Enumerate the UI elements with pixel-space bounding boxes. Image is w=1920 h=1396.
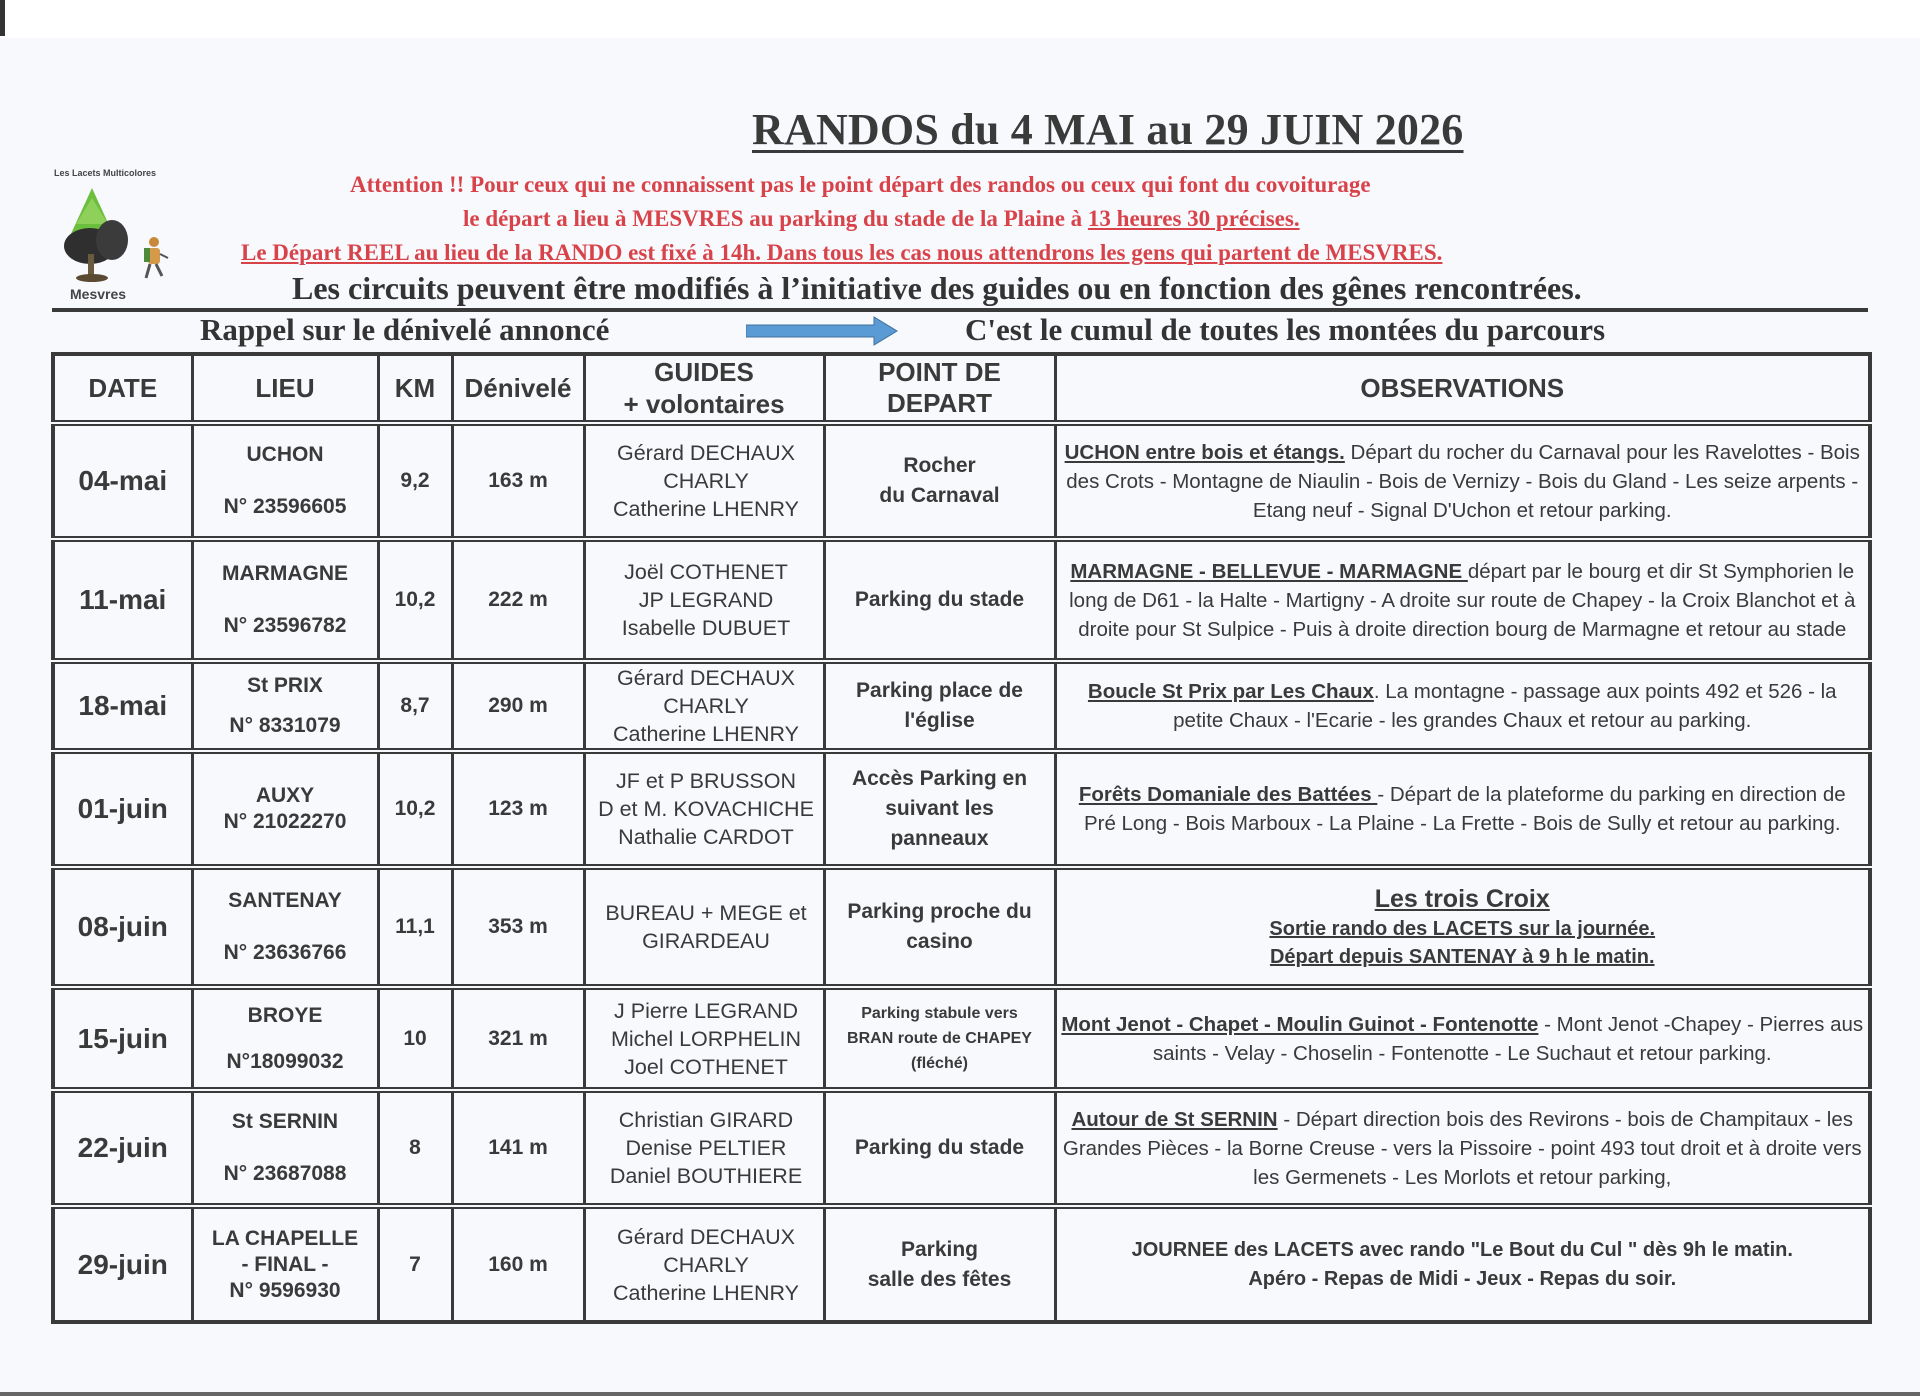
depart-line: Parking du stade (854, 588, 1025, 611)
notice-line-3: Le Départ REEL au lieu de la RANDO est fixé à 14h. Dans tous les cas nous attendrons les gens qui partent de MESVRES. (241, 240, 1443, 265)
event-program: Apéro - Repas de Midi - Jeux - Repas du soir. (1248, 1267, 1677, 1290)
route-title: UCHON entre bois et étangs. (1064, 440, 1345, 464)
guide-name: Michel LORPHELIN (611, 1026, 801, 1051)
guide-name: Gérard DECHAUX (616, 666, 795, 690)
table-row (53, 1090, 1870, 1206)
lieu-name: BROYE (247, 1003, 323, 1027)
cell-observations (1055, 539, 1870, 661)
cell-observations (1055, 1090, 1870, 1206)
lieu-number: N° 8331079 (229, 714, 341, 737)
table-row (53, 423, 1870, 539)
cell-km: 8,7 (378, 661, 452, 751)
cell-point-depart (824, 1206, 1055, 1322)
col-header-denivele: Dénivelé (452, 354, 584, 423)
lieu-name: MARMAGNE (222, 562, 348, 585)
cell-lieu (192, 1206, 378, 1322)
guide-name: GIRARDEAU (642, 929, 770, 953)
guide-name: JF et P BRUSSON (615, 769, 796, 793)
cell-point-depart (824, 751, 1055, 867)
cell-guides (584, 987, 824, 1090)
route-description: départ par le bourg et dir St Symphorien le long de D61 - la Halte - Martigny - A droite sur route de Chapey - la Croix Blanchot et à droite pour St Sulpice - Puis à droite direction bourg de Marmagne et retour au stade (1069, 559, 1856, 641)
guide-name: D et M. KOVACHICHE (598, 797, 814, 821)
logo-club-name: Les Lacets Multicolores (54, 168, 157, 178)
guide-name: CHARLY (663, 1252, 749, 1277)
cell-lieu (192, 987, 378, 1090)
cell-km: 10,2 (378, 539, 452, 661)
cell-km: 10 (378, 987, 452, 1090)
cell-guides (584, 423, 824, 539)
route-description: - Départ de la plateforme du parking en direction de Pré Long - Bois Marboux - La Plaine - La Frette - Bois de Sully et retour au parking. (1083, 783, 1846, 835)
cell-denivele: 290 m (452, 661, 584, 751)
cell-guides (584, 539, 824, 661)
cell-km: 10,2 (378, 751, 452, 867)
cell-date: 04-mai (53, 423, 192, 539)
cell-denivele: 222 m (452, 539, 584, 661)
lieu-name: SANTENAY (228, 889, 342, 912)
lieu-subtitle: - FINAL - (241, 1252, 329, 1276)
notice-meeting-time: 13 heures 30 précises. (1087, 206, 1300, 231)
depart-line: Parking du stade (854, 1136, 1025, 1159)
col-header-lieu: LIEU (192, 354, 378, 423)
cell-guides (584, 867, 824, 987)
table-header-row (53, 354, 1870, 423)
table-row (53, 751, 1870, 867)
guide-name: Joël COTHENET (624, 560, 788, 584)
depart-line: salle des fêtes (867, 1267, 1012, 1291)
cell-observations (1055, 423, 1870, 539)
route-note: Départ depuis SANTENAY à 9 h le matin. (1269, 946, 1655, 968)
route-title: Autour de St SERNIN (1071, 1107, 1278, 1131)
col-header-point-depart: POINT DE DEPART (824, 354, 1055, 423)
cell-date: 22-juin (53, 1090, 192, 1206)
lieu-number: N° 23596782 (223, 614, 347, 637)
cell-lieu (192, 867, 378, 987)
lieu-name: LA CHAPELLE (211, 1226, 359, 1250)
guide-name: Gérard DECHAUX (616, 441, 795, 465)
route-title: Forêts Domaniale des Battées (1078, 783, 1378, 806)
depart-line: l'église (904, 709, 975, 732)
cell-date: 11-mai (53, 539, 192, 661)
cell-date: 18-mai (53, 661, 192, 751)
cell-point-depart (824, 1090, 1055, 1206)
logo-town-name: Mesvres (70, 286, 127, 302)
cell-lieu (192, 539, 378, 661)
scan-edge-mark (0, 0, 5, 36)
cell-guides (584, 751, 824, 867)
route-title: Boucle St Prix par Les Chaux (1087, 680, 1374, 703)
cell-point-depart (824, 987, 1055, 1090)
club-logo (50, 164, 190, 304)
guide-name: Joel COTHENET (624, 1054, 788, 1079)
cell-km: 11,1 (378, 867, 452, 987)
cell-denivele: 353 m (452, 867, 584, 987)
cell-date: 01-juin (53, 751, 192, 867)
route-title: Mont Jenot - Chapet - Moulin Guinot - Fontenotte (1061, 1012, 1539, 1036)
cell-denivele: 160 m (452, 1206, 584, 1322)
lieu-number: N° 23596605 (223, 495, 347, 518)
tree-hiker-icon (50, 184, 190, 284)
guide-name: Christian GIRARD (618, 1108, 794, 1132)
cell-km: 8 (378, 1090, 452, 1206)
right-arrow-icon (746, 316, 898, 346)
notice-line-1: Attention !! Pour ceux qui ne connaissent pas le point départ des randos ou ceux qui font du covoiturage (350, 172, 1371, 197)
guide-name: CHARLY (663, 469, 749, 493)
notice-line-2-prefix: le départ a lieu à MESVRES au parking du stade de la Plaine à (463, 206, 1088, 231)
col-header-guides (584, 354, 824, 423)
depart-line: Parking proche du (847, 900, 1032, 923)
col-header-date: DATE (53, 354, 192, 423)
table-row (53, 661, 1870, 751)
guide-name: Daniel BOUTHIERE (609, 1164, 803, 1188)
guide-name: Isabelle DUBUET (621, 616, 791, 640)
route-title: Les trois Croix (1374, 885, 1550, 913)
cell-observations (1055, 751, 1870, 867)
route-note: Sortie rando des LACETS sur la journée. (1269, 918, 1656, 940)
cell-denivele: 321 m (452, 987, 584, 1090)
cell-denivele: 123 m (452, 751, 584, 867)
depart-line: du Carnaval (879, 484, 1000, 507)
route-title: MARMAGNE - BELLEVUE - MARMAGNE (1070, 559, 1468, 583)
route-description: - Mont Jenot -Chapey - Pierres aus saints - Velay - Choselin - Fontenotte - Le Suchaut et retour parking. (1152, 1012, 1864, 1065)
guide-name: Denise PELTIER (625, 1136, 787, 1160)
cell-observations (1055, 987, 1870, 1090)
depart-line: Parking place de (856, 679, 1023, 702)
hikes-table (51, 352, 1872, 1324)
guide-name: JP LEGRAND (638, 588, 774, 612)
depart-line: BRAN route de CHAPEY (847, 1030, 1032, 1047)
depart-line: (fléché) (911, 1055, 968, 1072)
lieu-number: N° 21022270 (223, 810, 347, 833)
cell-date: 15-juin (53, 987, 192, 1090)
lieu-name: St PRIX (247, 674, 323, 697)
reminder-explanation: C'est le cumul de toutes les montées du parcours (965, 312, 1606, 347)
depart-line: panneaux (890, 827, 989, 850)
scan-top-margin (0, 0, 1920, 38)
cell-observations (1055, 1206, 1870, 1322)
depart-line: Accès Parking en (851, 767, 1028, 790)
guide-name: Catherine LHENRY (612, 722, 800, 746)
table-row (53, 1206, 1870, 1322)
cell-guides (584, 1090, 824, 1206)
guide-name: Nathalie CARDOT (618, 825, 794, 849)
table-row (53, 987, 1870, 1090)
scan-bottom-edge (0, 1392, 1920, 1396)
table-row (53, 867, 1870, 987)
circuits-note: Les circuits peuvent être modifiés à l’initiative des guides ou en fonction des gênes rencontrées. (292, 270, 1582, 306)
guide-name: Gérard DECHAUX (616, 1224, 795, 1249)
cell-observations (1055, 867, 1870, 987)
cell-point-depart (824, 661, 1055, 751)
depart-line: casino (906, 930, 973, 953)
guide-name: BUREAU + MEGE et (605, 901, 807, 925)
cell-date: 08-juin (53, 867, 192, 987)
col-header-guides-line2: + volontaires (623, 389, 785, 419)
lieu-number: N° 23687088 (223, 1162, 347, 1185)
lieu-name: UCHON (246, 443, 324, 466)
route-description: - Départ direction bois des Revirons - bois de Champitaux - les Grandes Pièces - la Borne Creuse - vers la Pissoire - point 493 tout droit et à droite vers les Germenets - Les Morlots et retour parking, (1062, 1107, 1862, 1189)
notice-line-2 (463, 206, 1300, 232)
guide-name: Catherine LHENRY (612, 1280, 800, 1305)
depart-line: Rocher (903, 454, 976, 477)
cell-lieu (192, 1090, 378, 1206)
lieu-number: N° 9596930 (229, 1278, 341, 1302)
reminder-label: Rappel sur le dénivelé annoncé (200, 312, 610, 347)
cell-guides (584, 1206, 824, 1322)
cell-lieu (192, 661, 378, 751)
cell-lieu (192, 751, 378, 867)
col-header-km: KM (378, 354, 452, 423)
col-header-guides-line1: GUIDES (654, 357, 754, 387)
depart-line: Parking stabule vers (861, 1005, 1018, 1022)
cell-point-depart (824, 539, 1055, 661)
guide-name: Catherine LHENRY (612, 497, 800, 521)
page-title: RANDOS du 4 MAI au 29 JUIN 2026 (752, 105, 1464, 154)
cell-observations (1055, 661, 1870, 751)
lieu-name: St SERNIN (231, 1110, 339, 1133)
route-description: . La montagne - passage aux points 492 et 526 - la petite Chaux - l'Ecarie - les grandes Chaux et retour au parking. (1173, 680, 1837, 732)
guide-name: CHARLY (663, 694, 749, 718)
cell-point-depart (824, 867, 1055, 987)
depart-line: suivant les (885, 797, 994, 820)
cell-guides (584, 661, 824, 751)
col-header-observations: OBSERVATIONS (1055, 354, 1870, 423)
cell-denivele: 163 m (452, 423, 584, 539)
depart-line: Parking (900, 1237, 979, 1261)
cell-date: 29-juin (53, 1206, 192, 1322)
table-row (53, 539, 1870, 661)
cell-point-depart (824, 423, 1055, 539)
guide-name: J Pierre LEGRAND (614, 998, 798, 1023)
cell-km: 7 (378, 1206, 452, 1322)
cell-denivele: 141 m (452, 1090, 584, 1206)
route-description: Départ du rocher du Carnaval pour les Ravelottes - Bois des Crots - Montagne de Niaulin - Bois de Vernizy - Bois du Gland - Les seize arpents - Etang neuf - Signal D'Uchon et retour parking. (1066, 440, 1860, 522)
lieu-number: N° 23636766 (223, 941, 347, 964)
lieu-number: N°18099032 (226, 1049, 344, 1073)
cell-km: 9,2 (378, 423, 452, 539)
lieu-name: AUXY (255, 784, 315, 807)
cell-lieu (192, 423, 378, 539)
event-description: JOURNEE des LACETS avec rando "Le Bout du Cul " dès 9h le matin. (1131, 1238, 1793, 1261)
